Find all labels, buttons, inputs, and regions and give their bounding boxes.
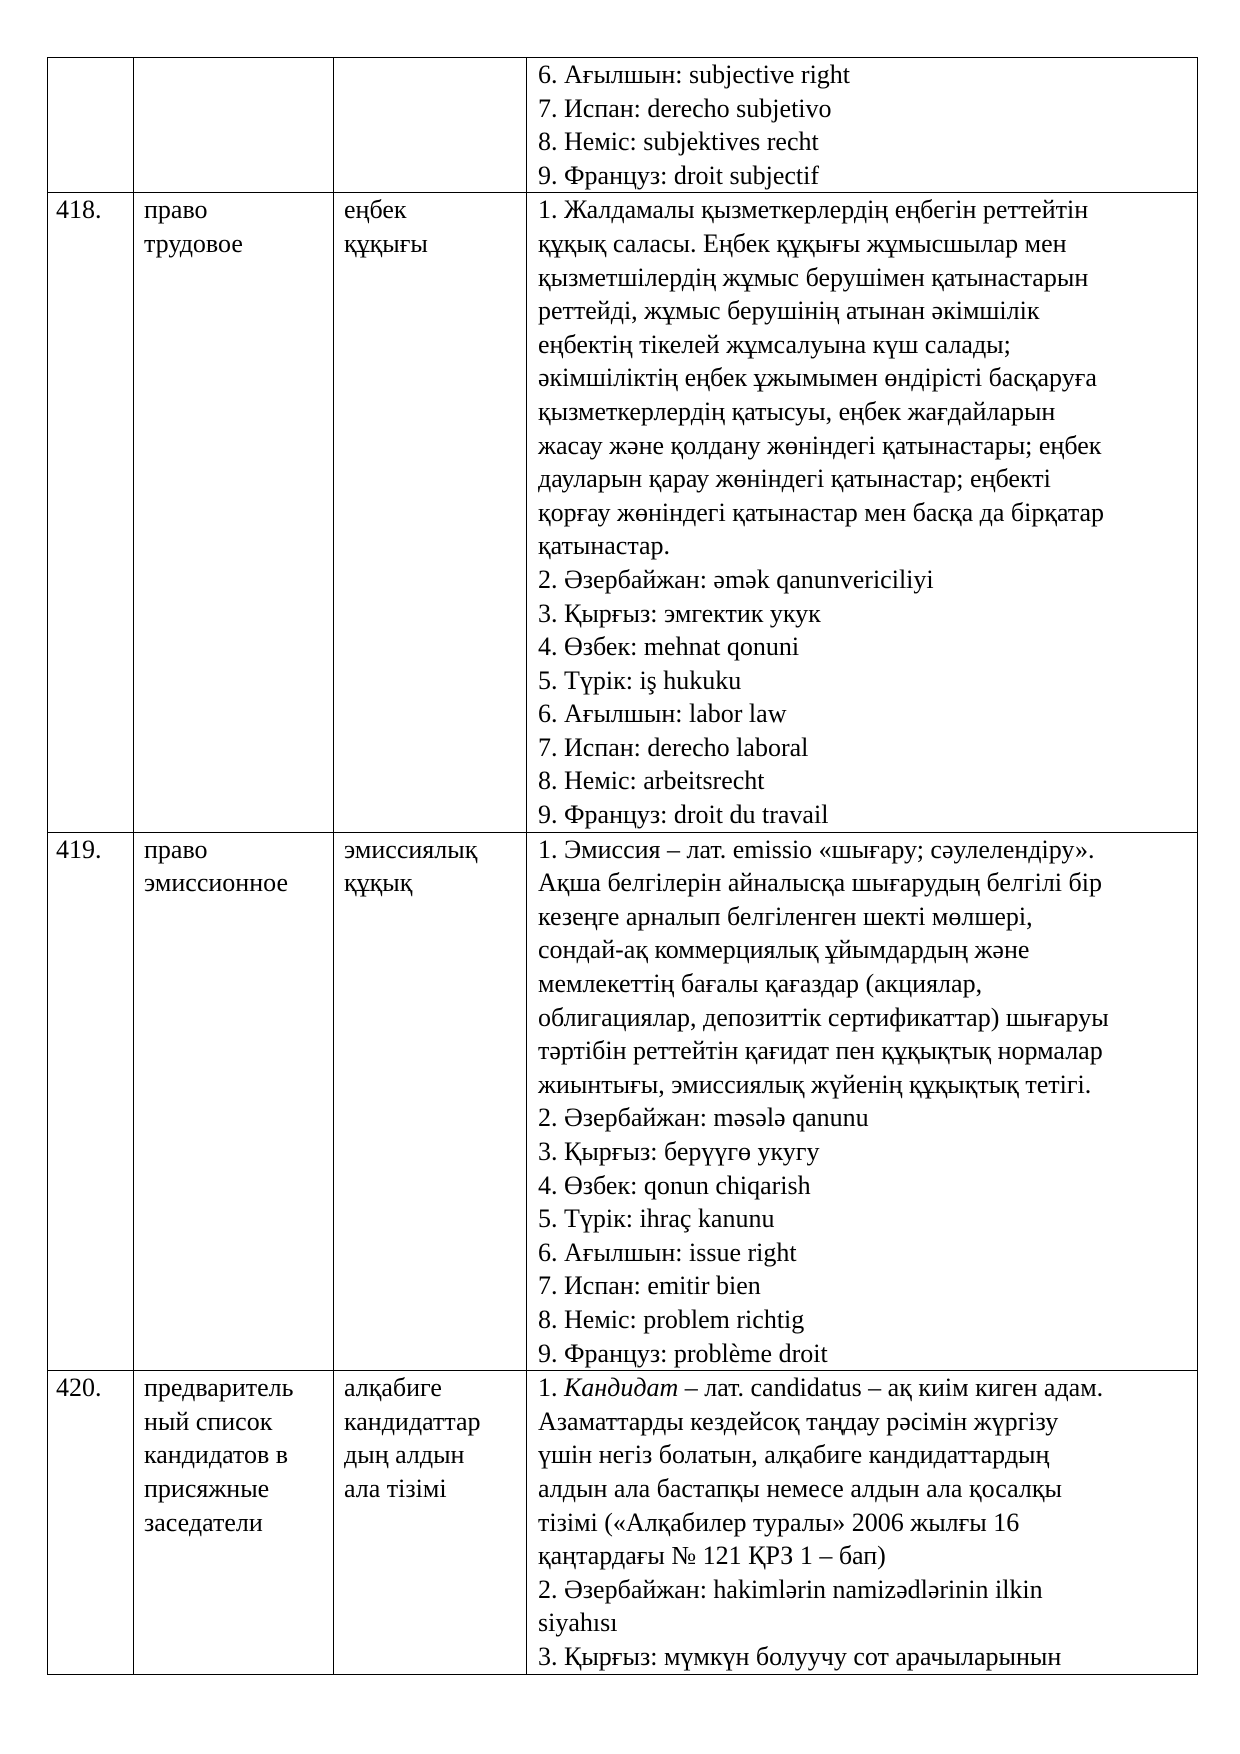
russian-term-cell: [134, 193, 334, 832]
glossary-table: [47, 57, 1198, 1675]
translation-line: 9. Француз: droit subjectif: [538, 160, 820, 190]
translation-line: 5. Түрік: ihraç kanunu: [538, 1204, 775, 1234]
definition-line: 1. Эмиссия – лат. emissio «шығару; сәулелендіру».: [538, 834, 1095, 864]
russian-term-line: эмиссионное: [144, 868, 288, 898]
russian-term-line: право: [144, 834, 208, 864]
definition-line: сондай-ақ коммерциялық ұйымдардың және: [538, 935, 1030, 965]
translation-line: 3. Қырғыз: эмгектик укук: [538, 598, 821, 628]
definition-first-line: [538, 1371, 1193, 1405]
definition-line: алдын ала бастапқы немесе алдын ала қосалқы: [538, 1473, 1062, 1503]
definition-line: қызметкерлердің қатысуы, еңбек жағдайларын: [538, 396, 1056, 426]
translation-line: 4. Өзбек: mehnat qonuni: [538, 632, 800, 662]
definition-line: мемлекеттің бағалы қағаздар (акциялар,: [538, 969, 983, 999]
kazakh-term-cell: [334, 832, 527, 1371]
translation-line: 2. Әзербайжан: hakimlərin namizədlərinin ilkin: [538, 1574, 1043, 1604]
definition-cell: [527, 832, 1198, 1371]
translation-line: siyahısı: [538, 1608, 618, 1638]
kazakh-term-line: құқық: [344, 868, 413, 898]
table-row: [48, 1371, 1198, 1674]
translation-line: 5. Түрік: iş hukuku: [538, 665, 742, 695]
russian-term-cell: [134, 58, 334, 193]
russian-term-line: право: [144, 195, 208, 225]
russian-term-line: кандидатов в: [144, 1440, 289, 1470]
definition-cell: [527, 1371, 1198, 1674]
table-row: [48, 832, 1198, 1371]
translation-line: 3. Қырғыз: берүүгө укугу: [538, 1137, 820, 1166]
entry-number: 419.: [56, 834, 102, 864]
translation-line: 7. Испан: derecho subjetivo: [538, 93, 832, 123]
definition-line: қаңтардағы № 121 ҚРЗ 1 – бап): [538, 1541, 886, 1571]
russian-term-cell: [134, 832, 334, 1371]
definition-rest: – лат. candidatus – ақ киім киген адам.: [678, 1373, 1104, 1403]
translation-line: 7. Испан: emitir bien: [538, 1271, 761, 1301]
definition-line: Азаматтарды кездейсоқ таңдау рәсімін жүргізу: [538, 1406, 1059, 1436]
translation-line: 9. Француз: droit du travail: [538, 800, 829, 830]
translation-line: 4. Өзбек: qonun chiqarish: [538, 1170, 811, 1200]
definition-line: кезеңге арналып белгіленген шекті мөлшері,: [538, 901, 1033, 931]
kazakh-term-cell: [334, 1371, 527, 1674]
entry-number: 418.: [56, 195, 102, 225]
translation-line: 9. Француз: problème droit: [538, 1338, 828, 1368]
definition-line: әкімшіліктің еңбек ұжымымен өндірісті басқаруға: [538, 363, 1097, 393]
entry-number-cell: [48, 1371, 134, 1674]
translation-line: 2. Әзербайжан: məsələ qanunu: [538, 1103, 869, 1133]
russian-term-line: предваритель: [144, 1373, 294, 1403]
definition-line: жиынтығы, эмиссиялық жүйенің құқықтық тетігі.: [538, 1069, 1092, 1099]
translation-line: 8. Неміс: arbeitsrecht: [538, 766, 765, 796]
kazakh-term-line: алқабиге: [344, 1373, 442, 1403]
definition-cell: [527, 193, 1198, 832]
italic-term: Кандидат: [564, 1373, 679, 1403]
kazakh-term-cell: [334, 58, 527, 193]
table-row: [48, 58, 1198, 193]
translation-line: 3. Қырғыз: мүмкүн болуучу сот арачыларынын: [538, 1641, 1062, 1671]
definition-line: еңбектің тікелей жұмсалуына күш салады;: [538, 329, 1011, 359]
kazakh-term-line: дың алдын: [344, 1440, 465, 1470]
russian-term-line: ный список: [144, 1406, 273, 1436]
definition-line: реттейді, жұмыс берушінің атынан әкімшілік: [538, 296, 1040, 326]
definition-line: үшін негіз болатын, алқабиге кандидаттардың: [538, 1440, 1050, 1470]
russian-term-line: трудовое: [144, 228, 243, 258]
translation-line: 6. Ағылшын: issue right: [538, 1237, 797, 1267]
table-row: [48, 193, 1198, 832]
russian-term-line: заседатели: [144, 1507, 263, 1537]
definition-line: жасау және қолдану жөніндегі қатынастары; еңбек: [538, 430, 1102, 460]
translation-line: 6. Ағылшын: subjective right: [538, 60, 851, 89]
definition-line: тізімі («Алқабилер туралы» 2006 жылғы 16: [538, 1507, 1020, 1537]
definition-cell: [527, 58, 1198, 193]
translation-line: 8. Неміс: problem richtig: [538, 1304, 805, 1334]
definition-line: қызметшілердің жұмыс берушімен қатынастарын: [538, 262, 1089, 292]
entry-number: 420.: [56, 1373, 102, 1403]
definition-prefix: 1.: [538, 1373, 564, 1403]
definition-line: қатынастар.: [538, 531, 671, 561]
kazakh-term-line: эмиссиялық: [344, 834, 478, 864]
russian-term-cell: [134, 1371, 334, 1674]
document-page: [47, 57, 1197, 1675]
kazakh-term-line: кандидаттар: [344, 1406, 481, 1436]
entry-number-cell: [48, 58, 134, 193]
definition-line: 1. Жалдамалы қызметкерлердің еңбегін реттейтін: [538, 195, 1089, 225]
entry-number-cell: [48, 193, 134, 832]
definition-line: Ақша белгілерін айналысқа шығарудың белгілі бір: [538, 868, 1102, 898]
entry-number-cell: [48, 832, 134, 1371]
kazakh-term-line: еңбек: [344, 195, 407, 225]
definition-line: облигациялар, депозиттік сертификаттар) шығаруы: [538, 1002, 1109, 1032]
definition-line: қорғау жөніндегі қатынастар мен басқа да бірқатар: [538, 497, 1105, 527]
translation-line: 6. Ағылшын: labor law: [538, 699, 787, 729]
translation-line: 7. Испан: derecho laboral: [538, 732, 809, 762]
definition-line: тәртібін реттейтін қағидат пен құқықтық нормалар: [538, 1036, 1103, 1066]
translation-line: 2. Әзербайжан: əmək qanunvericiliyi: [538, 564, 934, 594]
definition-line: құқық саласы. Еңбек құқығы жұмысшылар мен: [538, 228, 1067, 258]
russian-term-line: присяжные: [144, 1473, 270, 1503]
kazakh-term-line: ала тізімі: [344, 1473, 447, 1503]
kazakh-term-cell: [334, 193, 527, 832]
kazakh-term-line: құқығы: [344, 228, 428, 258]
definition-line: дауларын қарау жөніндегі қатынастар; еңбекті: [538, 464, 1051, 494]
translation-line: 8. Неміс: subjektives recht: [538, 127, 819, 157]
